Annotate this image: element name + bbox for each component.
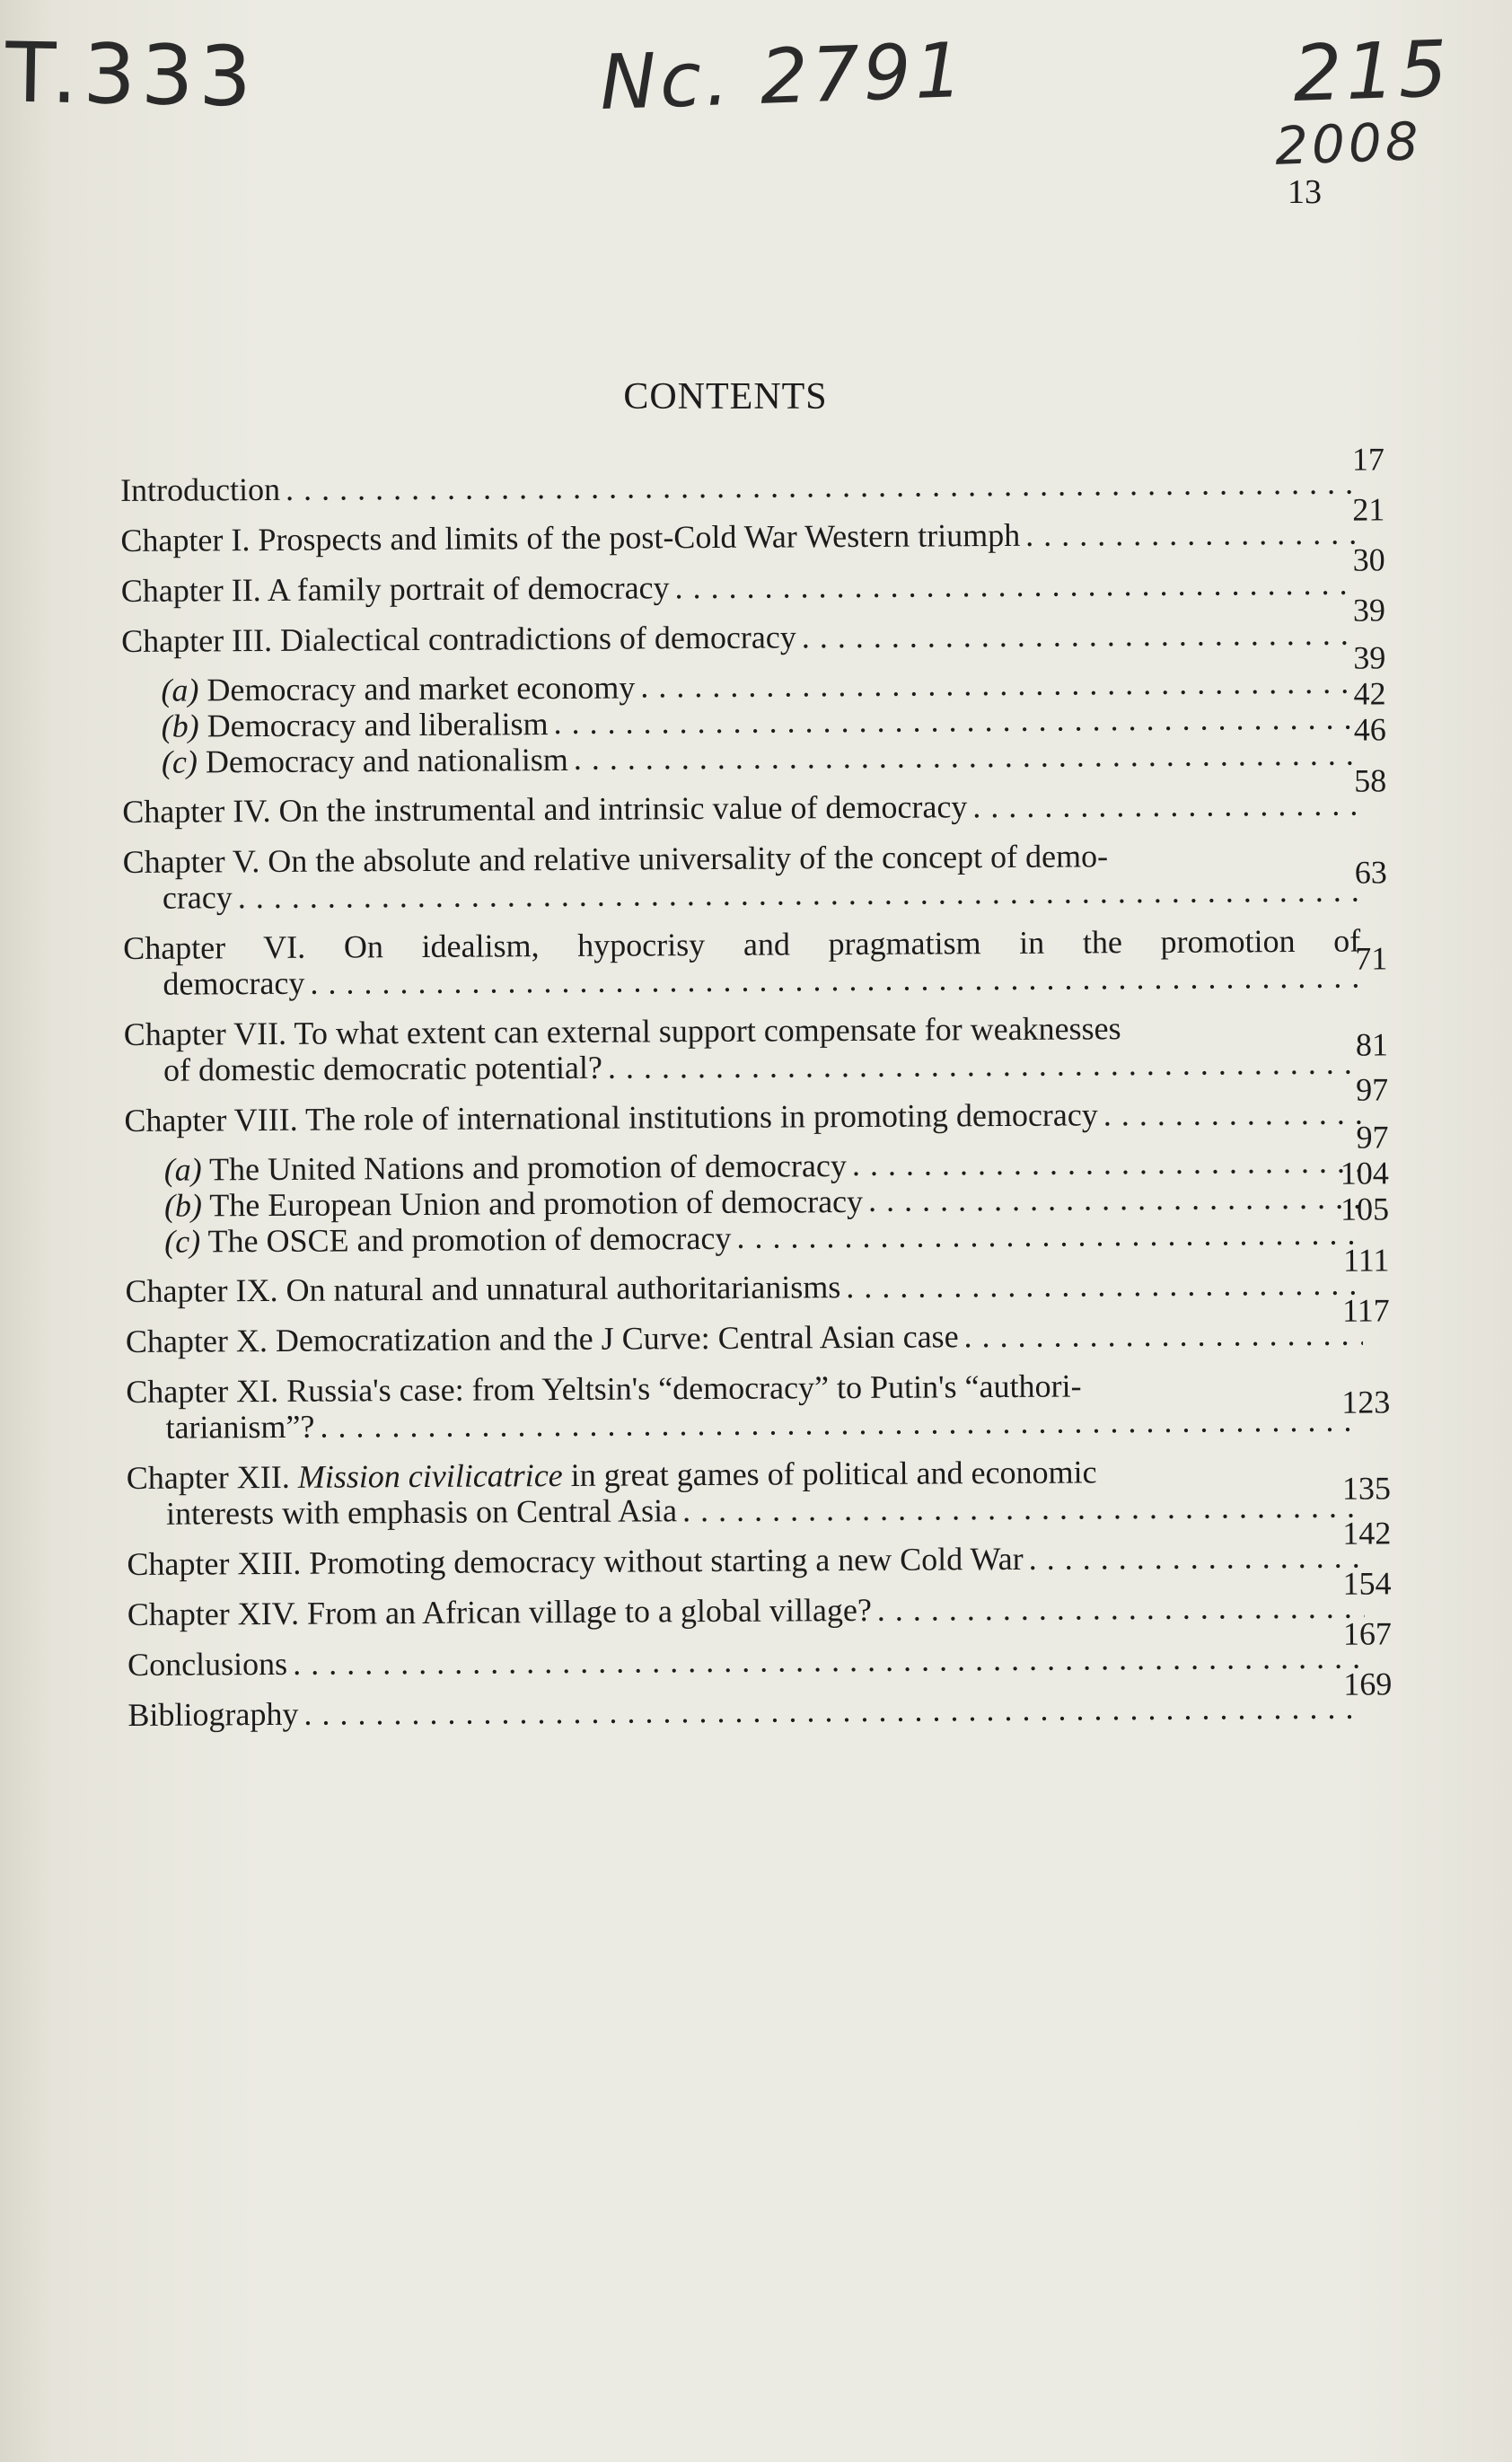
toc-entry-text: Chapter I. Prospects and limits of the post-Cold War Western triumph [120, 516, 1021, 558]
toc-page-number: 63 [1354, 854, 1387, 891]
chapter-title-rest: in great games of political and economic [570, 1454, 1097, 1493]
toc-entry-text: Democracy and market economy [207, 669, 636, 708]
toc-entry-text: Chapter IX. On natural and unnatural authoritarianisms [125, 1269, 841, 1309]
leader-dots [736, 1216, 1362, 1255]
leader-dots [574, 736, 1359, 777]
toc-entry-text: Chapter III. Dialectical contradictions of democracy [121, 619, 796, 659]
toc-page-number: 39 [1352, 592, 1386, 629]
leader-dots [972, 787, 1359, 825]
italic-title: Mission civilicatrice [297, 1457, 563, 1495]
toc-page-number: 142 [1342, 1515, 1392, 1552]
leader-dots [1025, 515, 1358, 553]
toc-entry[interactable] [125, 1292, 1390, 1359]
toc-entry[interactable] [127, 1565, 1392, 1632]
toc-page-number: 123 [1341, 1384, 1391, 1420]
toc-page-number: 111 [1342, 1242, 1390, 1279]
toc-page-number: 71 [1355, 940, 1388, 977]
toc-entry-line1: Chapter XI. Russia's case: from Yeltsin's “democracy” to Putin's “authori- [126, 1367, 1082, 1410]
toc-page-number: 135 [1341, 1470, 1392, 1507]
toc-page-number: 17 [1351, 441, 1385, 478]
leader-dots [238, 873, 1360, 916]
toc-entry[interactable] [122, 762, 1387, 830]
handwritten-number: 215 [1291, 23, 1453, 120]
toc-entry-text: Democracy and nationalism [205, 741, 568, 780]
subentry-label: (c) [161, 743, 198, 780]
toc-page-number: 97 [1356, 1119, 1389, 1156]
toc-entry-line2: interests with emphasis on Central Asia [165, 1492, 678, 1532]
leader-dots [868, 1180, 1362, 1218]
toc-entry-line2: tarianism”? [165, 1408, 315, 1446]
toc-page-number: 169 [1343, 1666, 1393, 1702]
toc-entry[interactable] [120, 441, 1385, 508]
leader-dots [852, 1144, 1362, 1183]
handwritten-accession-number: Nc. 2791 [598, 25, 968, 127]
toc-page-number: 46 [1353, 711, 1386, 748]
toc-entry-line1: Chapter VI. On idealism, hypocrisy and pragmatism in the promotion of [123, 922, 1361, 966]
toc-entry-text: Chapter II. A family portrait of democracy [120, 569, 670, 609]
toc-entry[interactable] [127, 1615, 1393, 1683]
toc-entry[interactable] [121, 592, 1386, 659]
leader-dots [640, 664, 1358, 705]
toc-page-number: 21 [1352, 491, 1385, 528]
toc-entry-text: The European Union and promotion of democracy [209, 1183, 864, 1224]
toc-entry-text: Chapter VIII. The role of international institutions in promoting democracy [124, 1096, 1098, 1139]
toc-entry-line2: democracy [163, 964, 305, 1002]
page-title: CONTENTS [623, 376, 828, 418]
leader-dots [303, 1690, 1365, 1732]
toc-entry-text: Chapter XIII. Promoting democracy without starting a new Cold War [127, 1540, 1024, 1582]
toc-entry[interactable] [123, 922, 1388, 1002]
toc-entry-text: Chapter XIV. From an African village to a global village? [127, 1591, 872, 1632]
toc-entry[interactable] [127, 1666, 1393, 1733]
toc-entry[interactable] [122, 837, 1387, 916]
leader-dots [963, 1316, 1363, 1355]
toc-page-number: 167 [1342, 1615, 1393, 1652]
toc-entry[interactable] [126, 1367, 1391, 1446]
toc-page-number: 105 [1340, 1191, 1390, 1227]
leader-dots [802, 616, 1359, 655]
toc-entry-text: Chapter IV. On the instrumental and intrinsic value of democracy [122, 788, 968, 830]
toc-page-number: 117 [1341, 1292, 1390, 1329]
toc-page-number: 81 [1355, 1026, 1389, 1063]
leader-dots [674, 566, 1358, 606]
leader-dots [286, 465, 1358, 507]
leader-dots [320, 1402, 1363, 1445]
toc-entry[interactable] [120, 541, 1385, 609]
toc-entry[interactable] [120, 491, 1385, 558]
toc-entry-text: Democracy and liberalism [207, 706, 549, 744]
leader-dots [846, 1266, 1362, 1306]
leader-dots [877, 1589, 1365, 1628]
toc-entry-text: The OSCE and promotion of democracy [207, 1219, 732, 1260]
toc-entry[interactable] [127, 1515, 1392, 1582]
toc-page-number: 42 [1353, 675, 1386, 712]
subentry-label: (a) [161, 672, 199, 708]
toc-page-number: 104 [1340, 1155, 1389, 1191]
leader-dots [310, 959, 1360, 1001]
toc-entry-line1: Chapter VII. To what extent can external support compensate for weaknesses [123, 1010, 1121, 1052]
subentry-label: (b) [161, 708, 199, 744]
leader-dots [1103, 1095, 1362, 1133]
page-number: 13 [1288, 173, 1322, 211]
toc-page-number: 154 [1342, 1565, 1392, 1602]
table-of-contents [120, 441, 1393, 1733]
toc-page-number: 58 [1354, 762, 1387, 799]
toc-entry-line2: cracy [162, 879, 233, 916]
subentry-label: (b) [163, 1187, 203, 1224]
handwritten-year: 2008 [1273, 110, 1423, 177]
leader-dots [553, 700, 1358, 741]
toc-entry[interactable] [123, 1009, 1389, 1088]
toc-entry-text: Introduction [120, 470, 281, 508]
toc-page-number: 30 [1352, 541, 1385, 578]
toc-page-number: 39 [1353, 639, 1386, 676]
toc-entry-text: The United Nations and promotion of democracy [208, 1147, 848, 1188]
leader-dots [682, 1489, 1364, 1529]
toc-entry[interactable] [126, 1453, 1392, 1532]
toc-entry-text: Chapter X. Democratization and the J Curve: Central Asian case [125, 1318, 959, 1359]
chapter-prefix: Chapter XII. [126, 1458, 290, 1496]
subentry-label: (a) [163, 1151, 202, 1188]
subentry-label: (c) [164, 1223, 201, 1260]
leader-dots [293, 1640, 1365, 1682]
toc-entry[interactable] [125, 1242, 1390, 1309]
toc-entry-text: Conclusions [127, 1645, 288, 1683]
toc-page-number: 97 [1356, 1071, 1389, 1108]
toc-entry-line2: of domestic democratic potential? [163, 1049, 602, 1088]
toc-entry-line1: Chapter V. On the absolute and relative universality of the concept of demo- [122, 838, 1109, 880]
leader-dots [608, 1045, 1361, 1086]
toc-entry-text: Bibliography [127, 1695, 299, 1733]
handwritten-shelf-mark: T.333 [4, 24, 259, 126]
leader-dots [1029, 1539, 1365, 1577]
toc-entry[interactable] [124, 1071, 1389, 1139]
